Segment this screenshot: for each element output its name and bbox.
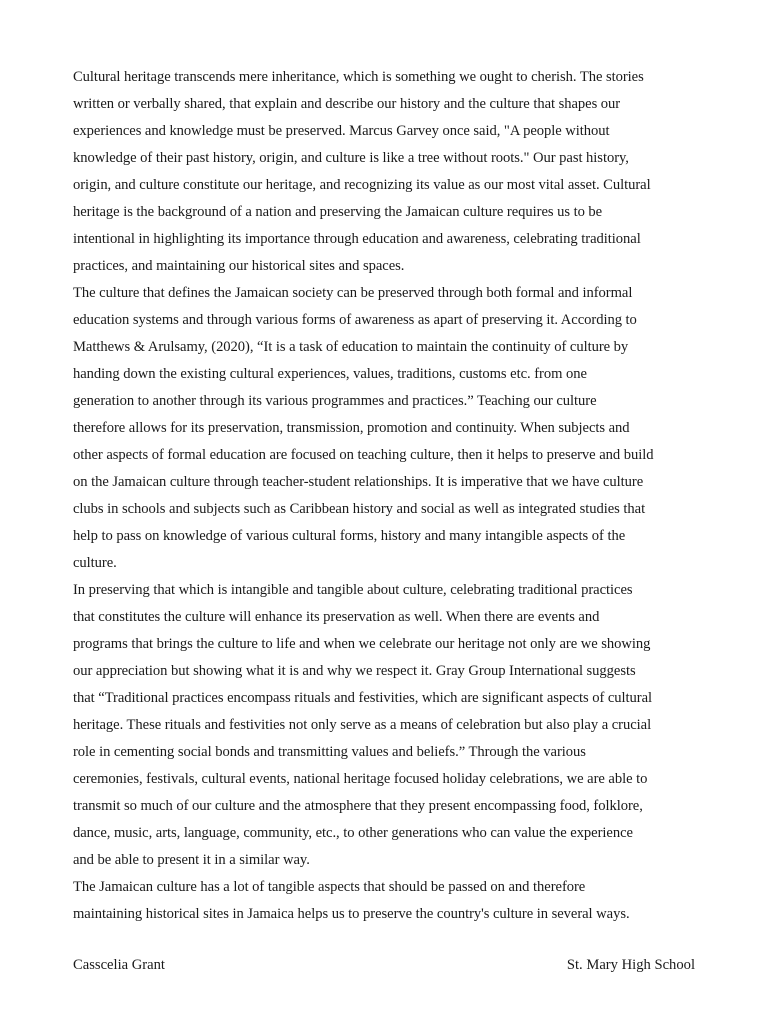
essay-body: [73, 64, 696, 928]
footer-author: Casscelia Grant: [73, 957, 165, 973]
paragraph-traditional-practices: In preserving that which is intangible and tangible about culture, celebrating traditional practices that constitutes the culture will enhance its preservation as well. When there are events and programs that brings the culture to life and when we celebrate our heritage not only are we showing our appreciation but showing what it is and why we respect it. Gray Group International suggests that “Traditional practices encompass rituals and festivities, which are significant aspects of cultural heritage. These rituals and festivities not only serve as a means of celebration but also play a crucial role in cementing social bonds and transmitting values and beliefs.” Through the various ceremonies, festivals, cultural events, national heritage focused holiday celebrations, we are able to transmit so much of our culture and the atmosphere that they present encompassing food, folklore, dance, music, arts, language, community, etc., to other generations who can value the experience and be able to present it in a similar way.: [73, 582, 653, 868]
footer-school: St. Mary High School: [566, 957, 695, 973]
paragraph-historical-sites: The Jamaican culture has a lot of tangible aspects that should be passed on and therefore maintaining historical sites in Jamaica helps us to preserve the country's culture in several ways.: [73, 879, 630, 922]
paragraph-education: The culture that defines the Jamaican society can be preserved through both formal and informal education systems and through various forms of awareness as apart of preserving it. According to Matthews & Arulsamy, (2020), “It is a task of education to maintain the continuity of culture by handing down the existing cultural experiences, values, traditions, customs etc. from one generation to another through its various programmes and practices.” Teaching our culture therefore allows for its preservation, transmission, promotion and continuity. When subjects and other aspects of formal education are focused on teaching culture, then it helps to preserve and build on the Jamaican culture through teacher-student relationships. It is imperative that we have culture clubs in schools and subjects such as Caribbean history and social as well as integrated studies that help to pass on knowledge of various cultural forms, history and many intangible aspects of the culture.: [73, 285, 654, 571]
paragraph-intro: Cultural heritage transcends mere inheritance, which is something we ought to cherish. The stories written or verbally shared, that explain and describe our history and the culture that shapes our experiences and knowledge must be preserved. Marcus Garvey once said, "A people without knowledge of their past history, origin, and culture is like a tree without roots." Our past history, origin, and culture constitute our heritage, and recognizing its value as our most vital asset. Cultural heritage is the background of a nation and preserving the Jamaican culture requires us to be intentional in highlighting its importance through education and awareness, celebrating traditional practices, and maintaining our historical sites and spaces.: [73, 69, 651, 274]
page-footer: [73, 952, 695, 979]
